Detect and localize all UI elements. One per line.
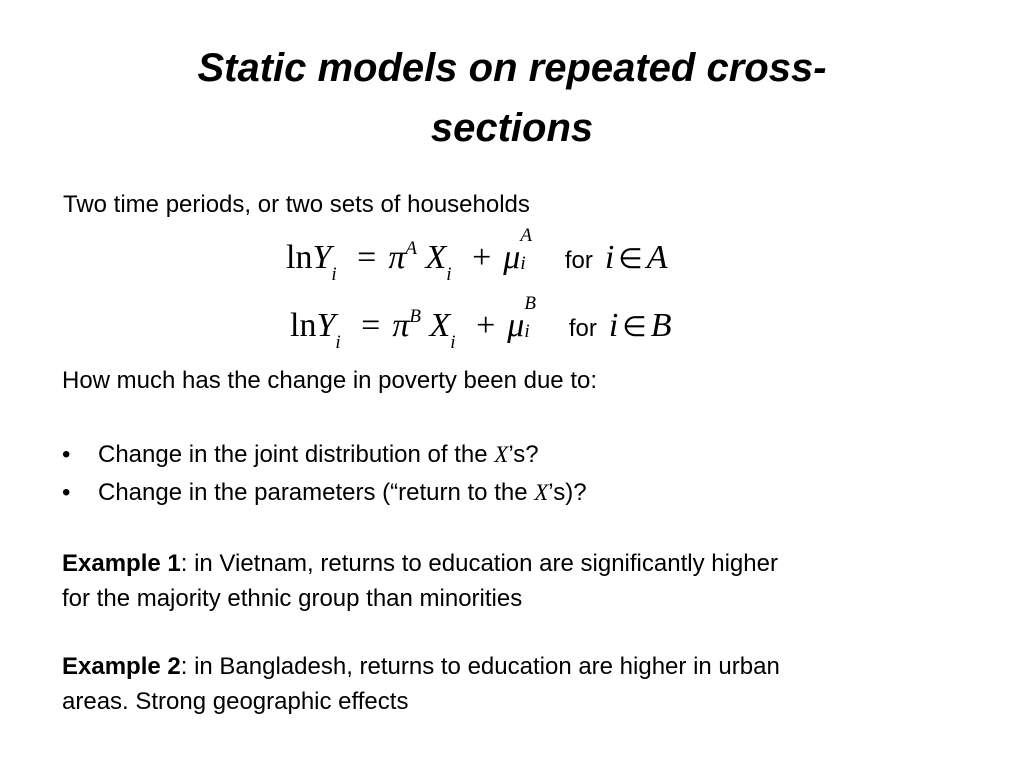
eq-b-i: i — [608, 307, 619, 344]
bullet-dot: • — [62, 441, 71, 468]
equation-a — [286, 225, 668, 285]
eq-a-x: X — [425, 239, 447, 276]
eq-b-pi: π — [392, 307, 410, 344]
eq-a-mu: μ — [503, 239, 521, 276]
question-text: How much has the change in poverty been due to: — [62, 367, 598, 394]
bullet-text-after: ’s)? — [548, 479, 587, 506]
eq-b-mu: μ — [507, 307, 525, 344]
equation-b — [290, 293, 672, 353]
bullet-text-before: Change in the parameters (“return to the — [98, 479, 535, 506]
eq-b-x: X — [429, 307, 451, 344]
eq-b-in: ∈ — [622, 312, 647, 343]
intro-text: Two time periods, or two sets of households — [63, 191, 530, 218]
eq-a-plus: + — [472, 239, 492, 276]
eq-b-mu-scripts — [524, 293, 538, 342]
slide-title — [0, 38, 1024, 158]
eq-b-ln: ln — [290, 307, 317, 344]
bullet-math-x: X — [534, 480, 549, 505]
bullet-dot: • — [62, 479, 71, 506]
eq-b-y-sub: i — [335, 332, 341, 353]
eq-a-in: ∈ — [618, 244, 643, 275]
eq-b-mu-sub: i — [524, 321, 530, 342]
example-1-line-1 — [62, 549, 778, 579]
eq-b-set: B — [650, 307, 672, 344]
example-2-text: : in Bangladesh, returns to education are higher in urban — [180, 653, 780, 680]
eq-a-mu-sup: A — [520, 225, 532, 246]
eq-a-equals: = — [357, 239, 377, 276]
eq-a-for: for — [564, 247, 593, 274]
bullet-text-after: ’s? — [508, 441, 539, 468]
eq-b-for: for — [568, 315, 597, 342]
eq-a-set: A — [646, 239, 668, 276]
eq-b-y: Y — [316, 307, 336, 344]
eq-a-y: Y — [312, 239, 332, 276]
example-1-line-2: for the majority ethnic group than minorities — [62, 585, 523, 612]
slide-title-line-1: Static models on repeated cross- — [197, 46, 827, 90]
example-1-text: : in Vietnam, returns to education are significantly higher — [180, 550, 778, 577]
eq-a-pi: π — [388, 239, 406, 276]
eq-a-x-sub: i — [446, 264, 452, 285]
eq-a-i: i — [604, 239, 615, 276]
example-1-label: Example 1 — [62, 550, 181, 577]
eq-a-y-sub: i — [331, 264, 337, 285]
example-2-label: Example 2 — [62, 653, 181, 680]
eq-b-equals: = — [361, 307, 381, 344]
eq-a-pi-sup: A — [405, 238, 417, 259]
example-2-line-2: areas. Strong geographic effects — [62, 688, 409, 715]
eq-b-mu-sup: B — [524, 293, 536, 314]
bullet-item — [62, 478, 587, 508]
eq-a-ln: ln — [286, 239, 313, 276]
example-2-line-1 — [62, 652, 780, 682]
bullet-text-before: Change in the joint distribution of the — [98, 441, 495, 468]
slide-title-line-2: sections — [430, 106, 594, 150]
eq-a-mu-scripts — [520, 225, 534, 274]
bullet-item — [62, 440, 539, 470]
eq-b-x-sub: i — [450, 332, 456, 353]
eq-b-plus: + — [476, 307, 496, 344]
bullet-math-x: X — [494, 442, 509, 467]
eq-a-mu-sub: i — [520, 253, 526, 274]
eq-b-pi-sup: B — [409, 306, 421, 327]
